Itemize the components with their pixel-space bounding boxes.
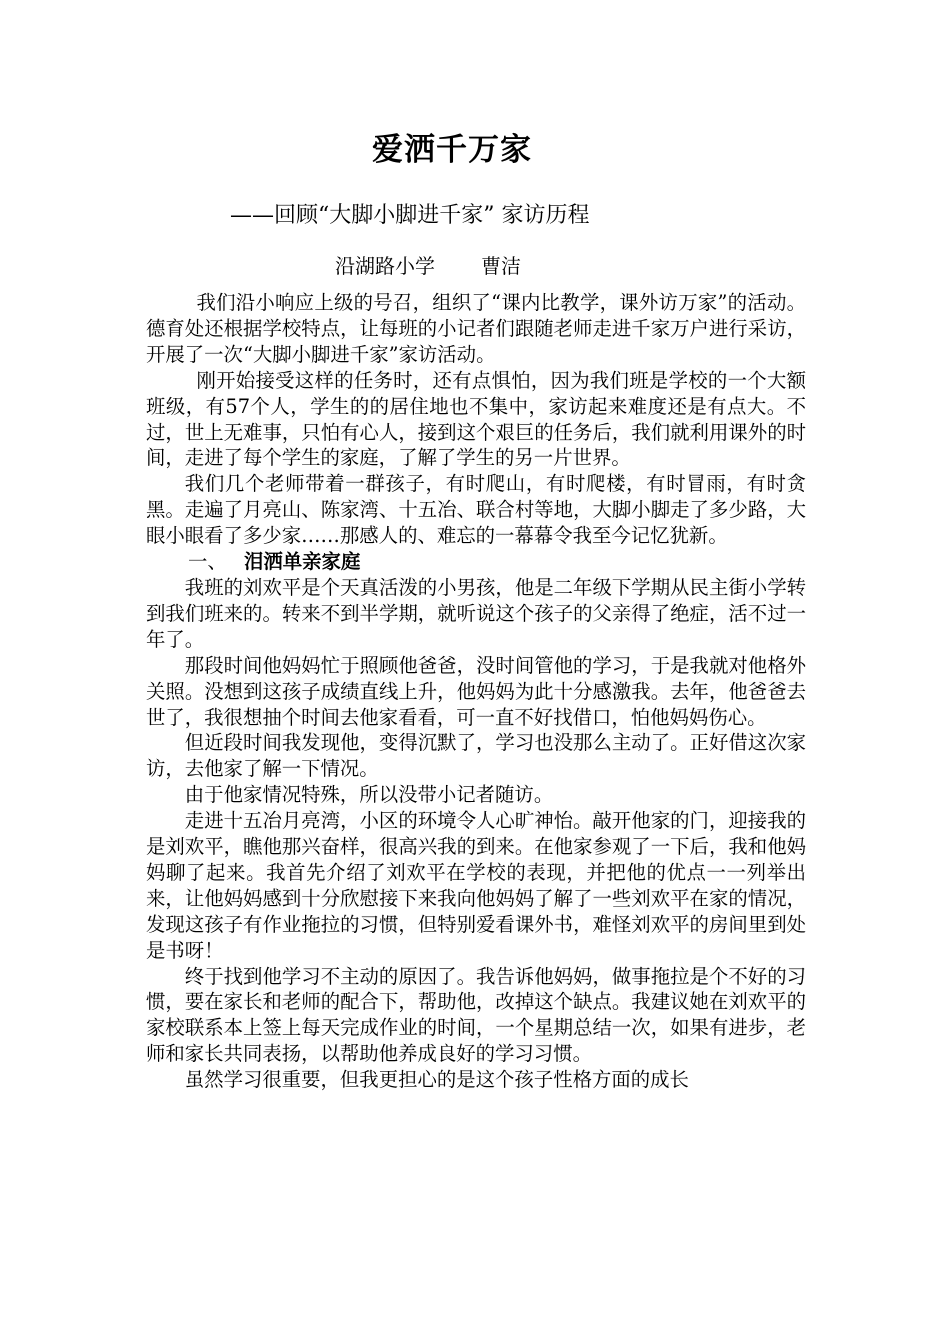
paragraph: 虽然学习很重要，但我更担心的是这个孩子性格方面的成长 <box>184 1068 689 1092</box>
paragraph: 我们几个老师带着一群孩子，有时爬山，有时爬楼，有时冒雨，有时贪黑。走遍了月亮山、陈家湾、十五冶、联合村等地，大脚小脚走了多少路，大眼小眼看了多少家……那感人的、难忘的一幕幕令我至今记忆犹新。 <box>146 472 806 548</box>
section-heading <box>146 549 806 575</box>
paragraph: 刚开始接受这样的任务时，还有点惧怕，因为我们班是学校的一个大额班级，有57个人，学生的的居住地也不集中，家访起来难度还是有点大。不过，世上无难事，只怕有心人，接到这个艰巨的任务后，我们就利用课外的时间，走进了每个学生的家庭，了解了学生的另一片世界。 <box>146 368 806 470</box>
section-number: 一、 <box>188 550 227 574</box>
paragraph: 走进十五冶月亮湾，小区的环境令人心旷神怡。敲开他家的门，迎接我的是刘欢平，瞧他那兴奋样，很高兴我的到来。在他家参观了一下后，我和他妈妈聊了起来。我首先介绍了刘欢平在学校的表现，并把他的优点一一列举出来，让他妈妈感到十分欣慰接下来我向他妈妈了解了一些刘欢平在家的情况，发现这孩子有作业拖拉的习惯，但特别爱看课外书，难怪刘欢平的房间里到处是书呀！ <box>146 809 806 962</box>
section-title: 泪洒单亲家庭 <box>244 550 361 574</box>
author-name: 曹洁 <box>481 254 521 278</box>
document-title: 爱洒千万家 <box>372 132 532 168</box>
paragraph: 但近段时间我发现他，变得沉默了，学习也没那么主动了。正好借这次家访，去他家了解一下情况。 <box>146 731 806 781</box>
document-subtitle: ——回顾“大脚小脚进千家” 家访历程 <box>230 203 590 228</box>
paragraph: 由于他家情况特殊，所以没带小记者随访。 <box>184 783 554 807</box>
paragraph: 那段时间他妈妈忙于照顾他爸爸，没时间管他的学习，于是我就对他格外关照。没想到这孩子成绩直线上升，他妈妈为此十分感激我。去年，他爸爸去世了，我很想抽个时间去他家看看，可一直不好找借口，怕他妈妈伤心。 <box>146 653 806 729</box>
school-name: 沿湖路小学 <box>335 254 435 278</box>
byline <box>335 251 521 281</box>
paragraph: 终于找到他学习不主动的原因了。我告诉他妈妈，做事拖拉是个不好的习惯，要在家长和老师的配合下，帮助他，改掉这个缺点。我建议她在刘欢平的家校联系本上签上每天完成作业的时间，一个星期总结一次，如果有进步，老师和家长共同表扬，以帮助他养成良好的学习习惯。 <box>146 964 806 1066</box>
body-text <box>146 290 806 1093</box>
paragraph: 我们沿小响应上级的号召，组织了“课内比教学，课外访万家”的活动。德育处还根据学校特点，让每班的小记者们跟随老师走进千家万户进行采访，开展了一次“大脚小脚进千家”家访活动。 <box>146 291 806 366</box>
paragraph: 我班的刘欢平是个天真活泼的小男孩，他是二年级下学期从民主街小学转到我们班来的。转来不到半学期，就听说这个孩子的父亲得了绝症，活不过一年了。 <box>146 575 806 651</box>
